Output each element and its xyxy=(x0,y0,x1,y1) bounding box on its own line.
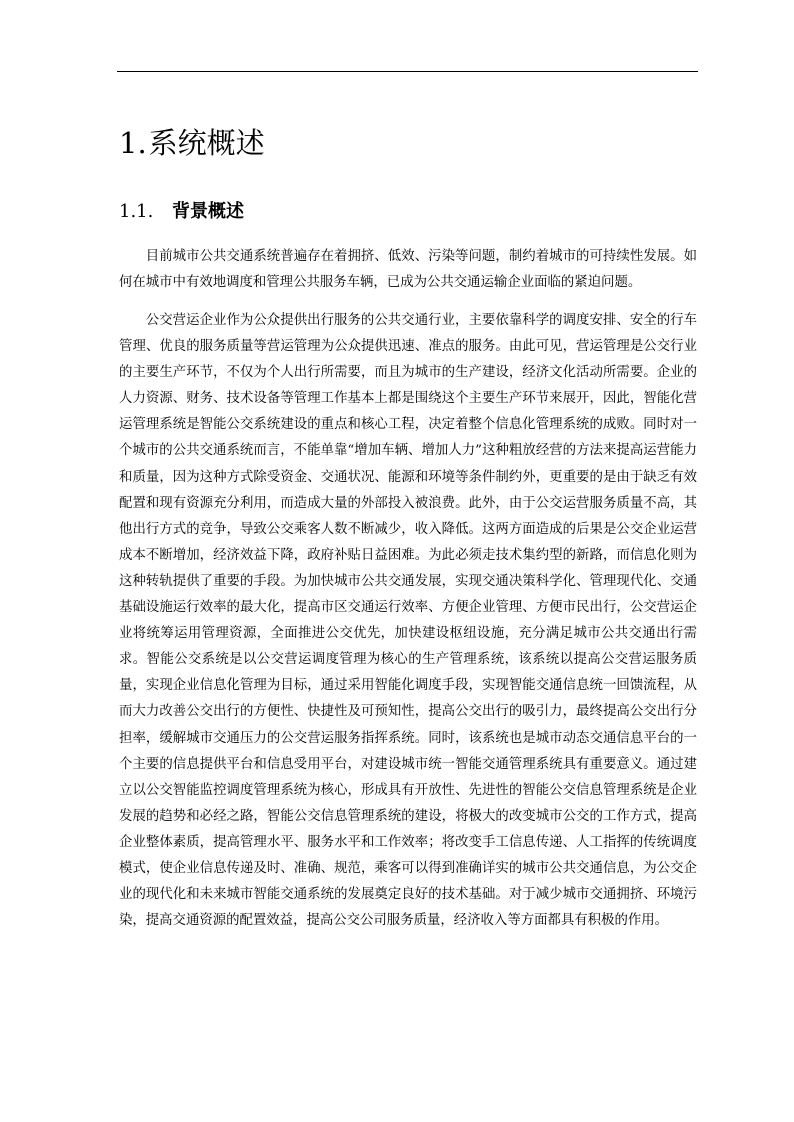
paragraph-intro: 目前城市公共交通系统普遍存在着拥挤、低效、污染等问题，制约着城市的可持续性发展。如何在城市中有效地调度和管理公共服务车辆，已成为公共交通运输企业面临的紧迫问题。 xyxy=(119,249,697,291)
header-rule xyxy=(117,71,698,72)
subsection-number: 1.1. xyxy=(119,201,154,222)
subsection-heading xyxy=(119,197,699,227)
paragraph-main: 公交营运企业作为公众提供出行服务的公共交通行业，主要依靠科学的调度安排、安全的行车管理、优良的服务质量等营运管理为公众提供迅速、准点的服务。由此可见，营运管理是公交行业的主要生产环节，不仅为个人出行所需要，而且为城市的生产建设，经济文化活动所需要。企业的人力资源、财务、技术设备等管理工作基本上都是围绕这个主要生产环节来展开，因此，智能化营运管理系统是智能公交系统建设的重点和核心工程，决定着整个信息化管理系统的成败。同时对一个城市的公共交通系统而言，不能单靠“增加车辆、增加人力”这种粗放经营的方法来提高运营能力和质量，因为这种方式除受资金、交通状况、能源和环境等条件制约外，更重要的是由于缺乏有效配置和现有资源充分利用，而造成大量的外部投入被浪费。此外，由于公交运营服务质量不高，其他出行方式的竞争，导致公交乘客人数不断减少，收入降低。这两方面造成的后果是公交企业运营成本不断增加，经济效益下降，政府补贴日益困难。为此必须走技术集约型的新路，而信息化则为这种转轨提供了重要的手段。为加快城市公共交通发展，实现交通决策科学化、管理现代化、交通基础设施运行效率的最大化，提高市区交通运行效率、方便企业管理、方便市民出行，公交营运企业将统筹运用管理资源，全面推进公交优先，加快建设枢纽设施，充分满足城市公共交通出行需求。智能公交系统是以公交营运调度管理为核心的生产管理系统，该系统以提高公交营运服务质量，实现企业信息化管理为目标，通过采用智能化调度手段，实现智能交通信息统一回馈流程，从而大力改善公交出行的方便性、快捷性及可预知性，提高公交出行的吸引力，最终提高公交出行分担率，缓解城市交通压力的公交营运服务指挥系统。同时，该系统也是城市动态交通信息平台的一个主要的信息提供平台和信息受用平台，对建设城市统一智能交通管理系统具有重要意义。通过建立以公交智能监控调度管理系统为核心，形成具有开放性、先进性的智能公交信息管理系统是企业发展的趋势和必经之路，智能公交信息管理系统的建设，将极大的改变城市公交的工作方式，提高企业整体素质，提高管理水平、服务水平和工作效率；将改变手工信息传递、人工指挥的传统调度模式，使企业信息传递及时、准确、规范，乘客可以得到准确详实的城市公共交通信息，为公交企业的现代化和未来城市智能交通系统的发展奠定良好的技术基础。对于减少城市交通拥挤、环境污染，提高交通资源的配置效益，提高公交公司服务质量，经济收入等方面都具有积极的作用。 xyxy=(119,313,697,929)
subsection-title: 背景概述 xyxy=(172,201,244,222)
section-number: 1. xyxy=(119,126,147,160)
section-title: 系统概述 xyxy=(148,126,265,160)
section-heading xyxy=(119,120,699,166)
